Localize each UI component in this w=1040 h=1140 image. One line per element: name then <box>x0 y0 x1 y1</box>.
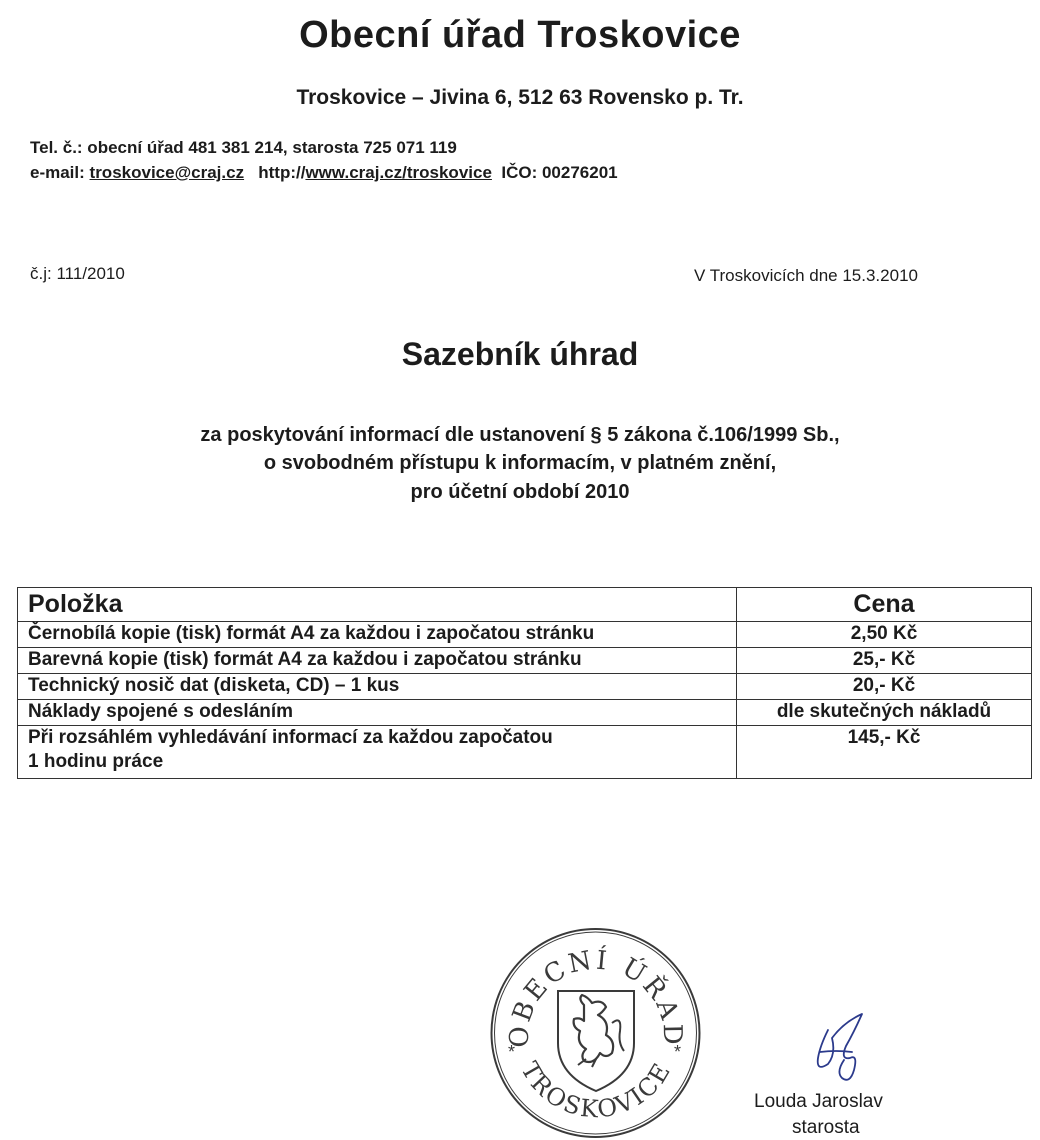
item-cell: Černobílá kopie (tisk) formát A4 za každou i započatou stránku <box>18 622 737 648</box>
fee-table <box>17 587 1032 779</box>
place-and-date: V Troskovicích dne 15.3.2010 <box>694 266 918 285</box>
price-cell: 2,50 Kč <box>737 622 1032 648</box>
email-link[interactable]: troskovice@craj.cz <box>89 163 245 182</box>
table-row <box>18 700 1032 726</box>
table-row <box>18 674 1032 700</box>
star-icon: * <box>508 1042 516 1062</box>
reference-number: č.j: 111/2010 <box>30 264 125 283</box>
subtitle-line-2: o svobodném přístupu k informacím, v platném znění, <box>263 452 777 474</box>
stamp-bottom-text: TROSKOVICE <box>515 1057 677 1124</box>
item-cell <box>18 726 737 779</box>
subtitle-line-1: za poskytování informací dle ustanovení § 5 zákona č.106/1999 Sb., <box>200 424 840 446</box>
column-header-price: Cena <box>737 588 1032 622</box>
signer-name: Louda Jaroslav <box>754 1091 883 1112</box>
item-cell: Technický nosič dat (disketa, CD) – 1 kus <box>18 674 737 700</box>
table-row <box>18 648 1032 674</box>
office-address: Troskovice – Jivina 6, 512 63 Rovensko p. Tr. <box>296 86 744 109</box>
table-row <box>18 622 1032 648</box>
star-icon: * <box>674 1042 682 1062</box>
web-link[interactable]: www.craj.cz/troskovice <box>305 163 492 182</box>
price-cell: 145,- Kč <box>737 726 1032 779</box>
column-header-item: Položka <box>18 588 737 622</box>
subtitle-line-3: pro účetní období 2010 <box>410 481 630 503</box>
item-cell-line-1: Při rozsáhlém vyhledávání informací za každou započatou <box>28 727 553 748</box>
price-cell: 20,- Kč <box>737 674 1032 700</box>
contact-email-line <box>30 163 618 183</box>
stamp-top-text: OBECNÍ ÚŘAD <box>504 945 688 1048</box>
item-cell: Náklady spojené s odesláním <box>18 700 737 726</box>
web-prefix: http:// <box>258 163 306 182</box>
email-prefix: e-mail: <box>30 163 90 182</box>
ico-number: IČO: 00276201 <box>501 163 618 182</box>
office-title: Obecní úřad Troskovice <box>299 14 741 56</box>
item-cell: Barevná kopie (tisk) formát A4 za každou i započatou stránku <box>18 648 737 674</box>
signer-role: starosta <box>792 1117 860 1138</box>
price-cell: dle skutečných nákladů <box>737 700 1032 726</box>
item-cell-line-2: 1 hodinu práce <box>28 751 164 772</box>
table-row <box>18 726 1032 779</box>
table-header-row <box>18 588 1032 622</box>
coat-of-arms-lion-icon <box>558 991 634 1091</box>
contact-phone-line: Tel. č.: obecní úřad 481 381 214, starosta 725 071 119 <box>30 138 457 157</box>
document-title: Sazebník úhrad <box>401 336 639 372</box>
official-stamp <box>488 925 703 1140</box>
handwritten-signature <box>806 1012 876 1092</box>
price-cell: 25,- Kč <box>737 648 1032 674</box>
